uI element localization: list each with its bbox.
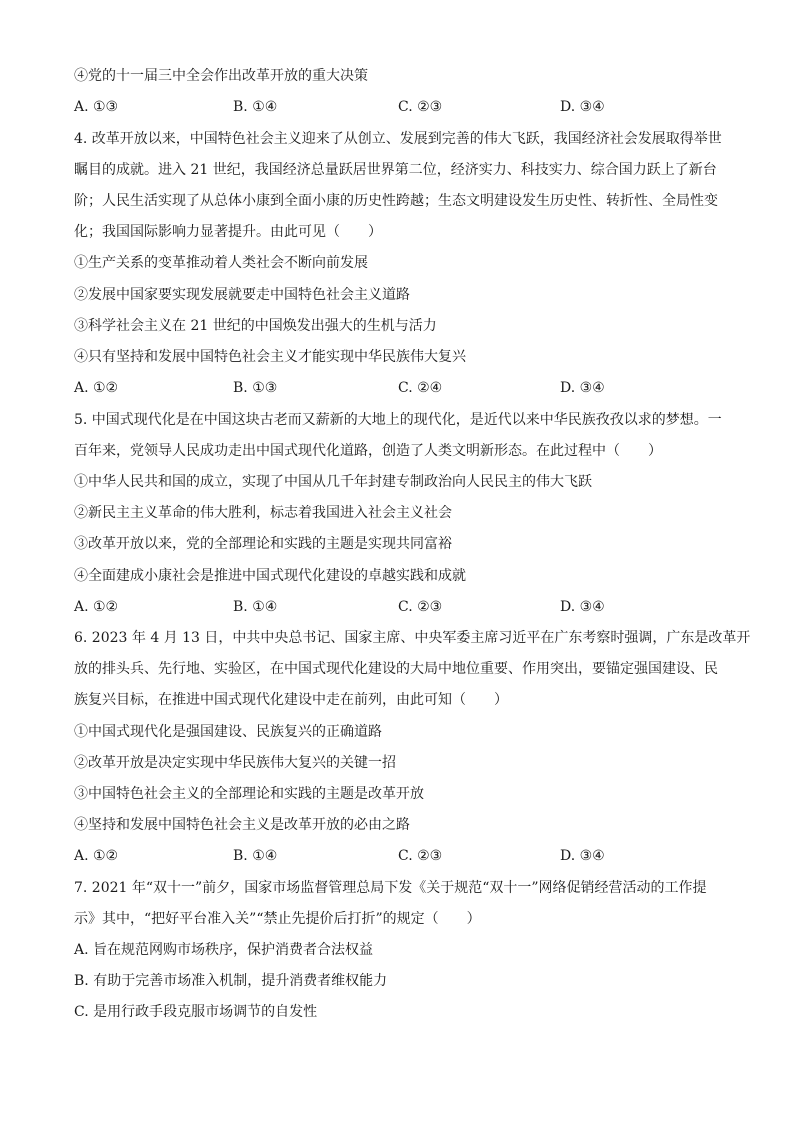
q4-item-4: ④只有坚持和发展中国特色社会主义才能实现中华民族伟大复兴 xyxy=(74,349,466,365)
q5-item-4: ④全面建成小康社会是推进中国式现代化建设的卓越实践和成就 xyxy=(74,568,466,584)
q6-options xyxy=(74,847,734,865)
q6-option-b: B. ①④ xyxy=(233,848,278,864)
q5-option-d: D. ③④ xyxy=(560,599,605,615)
q7-stem-line-1: 7. 2021 年“双十一”前夕，国家市场监督管理总局下发《关于规范“双十一”网络促销经营活动的工作提 xyxy=(74,880,707,896)
q4-item-1: ①生产关系的变革推动着人类社会不断向前发展 xyxy=(74,255,368,271)
q5-item-1: ①中华人民共和国的成立，实现了中国从几千年封建专制政治向人民民主的伟大飞跃 xyxy=(74,474,592,490)
q4-option-c: C. ②④ xyxy=(398,380,443,396)
q7-choice-c: C. 是用行政手段克服市场调节的自发性 xyxy=(74,1004,318,1020)
q4-option-b: B. ①③ xyxy=(233,380,278,396)
q7-choice-b: B. 有助于完善市场准入机制，提升消费者维权能力 xyxy=(74,973,388,989)
q3-option-b: B. ①④ xyxy=(233,99,278,115)
q6-item-2: ②改革开放是决定实现中华民族伟大复兴的关键一招 xyxy=(74,755,396,771)
q3-option-d: D. ③④ xyxy=(560,99,605,115)
q4-option-d: D. ③④ xyxy=(560,380,605,396)
q4-stem-line-4: 化；我国国际影响力显著提升。由此可见（ ） xyxy=(74,224,382,240)
q3-option-c: C. ②③ xyxy=(398,99,443,115)
q3-option-a: A. ①③ xyxy=(74,99,119,115)
q6-option-a: A. ①② xyxy=(74,848,119,864)
q6-item-3: ③中国特色社会主义的全部理论和实践的主题是改革开放 xyxy=(74,786,424,802)
q4-stem-line-1: 4. 改革开放以来，中国特色社会主义迎来了从创立、发展到完善的伟大飞跃，我国经济社会发展取得举世 xyxy=(74,131,722,147)
q5-option-a: A. ①② xyxy=(74,599,119,615)
q6-stem-line-1: 6. 2023 年 4 月 13 日，中共中央总书记、国家主席、中央军委主席习近平在广东考察时强调，广东是改革开 xyxy=(74,630,751,646)
q5-option-c: C. ②③ xyxy=(398,599,443,615)
q5-options xyxy=(74,598,734,616)
q7-stem-line-2: 示》其中，“把好平台准入关”“禁止先提价后打折”的规定（ ） xyxy=(74,911,481,927)
q6-option-d: D. ③④ xyxy=(560,848,605,864)
q6-stem-line-2: 放的排头兵、先行地、实验区，在中国式现代化建设的大局中地位重要、作用突出，要锚定强国建设、民 xyxy=(74,661,718,677)
q5-stem-line-2: 百年来，党领导人民成功走出中国式现代化道路，创造了人类文明新形态。在此过程中（ ） xyxy=(74,443,662,459)
q4-options xyxy=(74,379,734,397)
q5-item-3: ③改革开放以来，党的全部理论和实践的主题是实现共同富裕 xyxy=(74,536,452,552)
q3-options xyxy=(74,98,734,116)
q4-item-3: ③科学社会主义在 21 世纪的中国焕发出强大的生机与活力 xyxy=(74,318,437,334)
q4-option-a: A. ①② xyxy=(74,380,119,396)
q3-item-4: ④党的十一届三中全会作出改革开放的重大决策 xyxy=(74,68,368,84)
q4-item-2: ②发展中国家要实现发展就要走中国特色社会主义道路 xyxy=(74,287,410,303)
q6-option-c: C. ②③ xyxy=(398,848,443,864)
q7-choice-a: A. 旨在规范网购市场秩序，保护消费者合法权益 xyxy=(74,942,374,958)
q6-item-4: ④坚持和发展中国特色社会主义是改革开放的必由之路 xyxy=(74,817,410,833)
q5-item-2: ②新民主主义革命的伟大胜利，标志着我国进入社会主义社会 xyxy=(74,505,452,521)
q4-stem-line-2: 瞩目的成就。进入 21 世纪，我国经济总量跃居世界第二位，经济实力、科技实力、综合国力跃上了新台 xyxy=(74,162,717,178)
q5-option-b: B. ①④ xyxy=(233,599,278,615)
q6-stem-line-3: 族复兴目标，在推进中国式现代化建设中走在前列，由此可知（ ） xyxy=(74,692,508,708)
q4-stem-line-3: 阶；人民生活实现了从总体小康到全面小康的历史性跨越；生态文明建设发生历史性、转折性、全局性变 xyxy=(74,193,718,209)
q6-item-1: ①中国式现代化是强国建设、民族复兴的正确道路 xyxy=(74,724,382,740)
q5-stem-line-1: 5. 中国式现代化是在中国这块古老而又薪新的大地上的现代化，是近代以来中华民族孜孜以求的梦想。一 xyxy=(74,412,722,428)
